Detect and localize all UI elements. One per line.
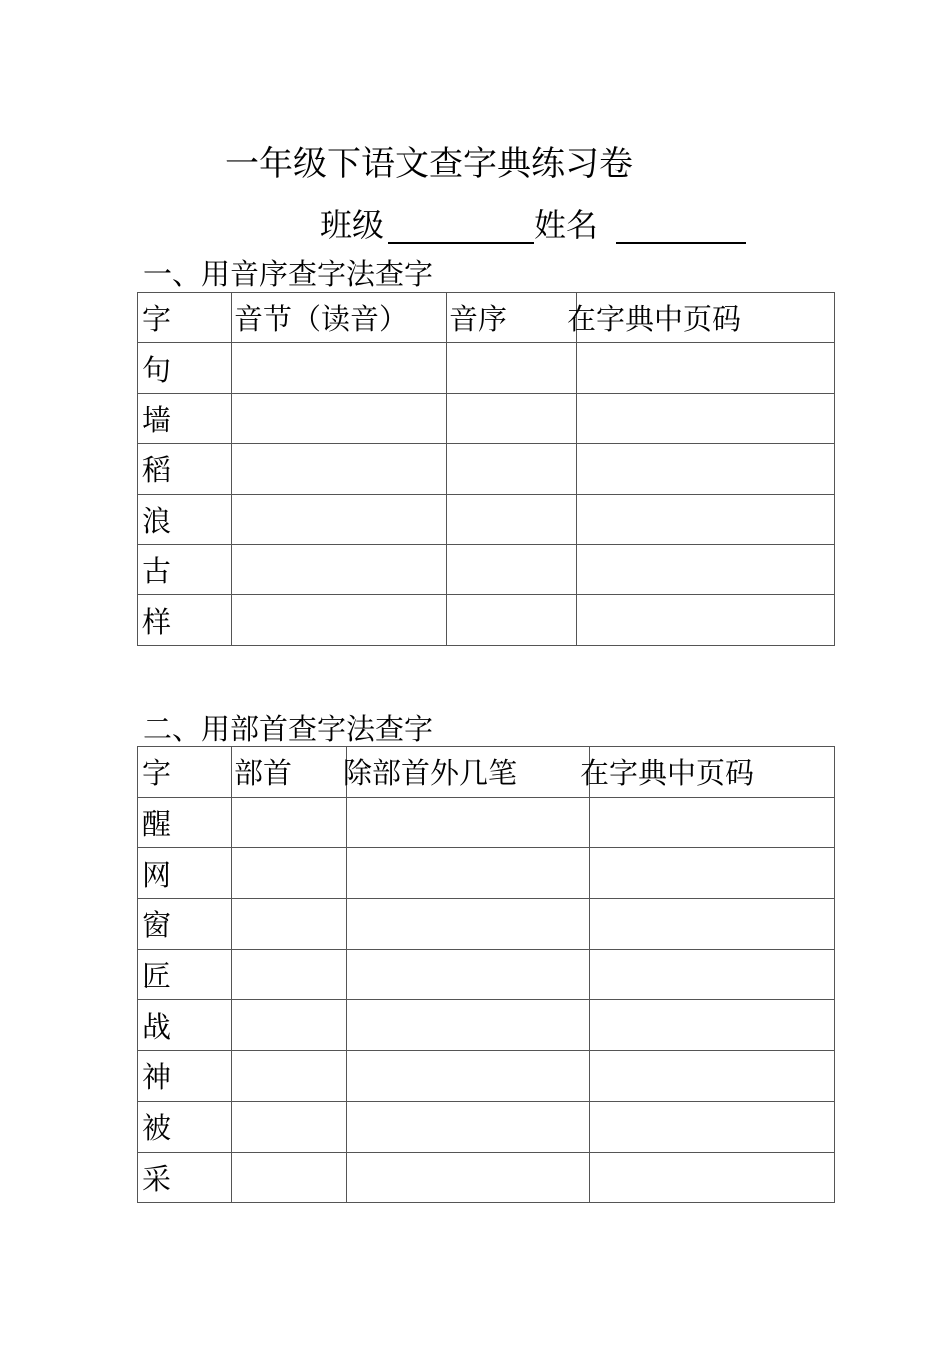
name-blank[interactable]: [616, 212, 746, 244]
table-row: [138, 343, 835, 393]
character-cell: 古: [138, 544, 232, 594]
stroke-count-cell[interactable]: [347, 797, 590, 848]
character-cell: 窗: [138, 899, 232, 950]
table-header-row: [138, 293, 835, 343]
header-cell: 在字典中页码: [577, 293, 835, 343]
table-row: [138, 595, 835, 645]
initial-letter-cell[interactable]: [447, 544, 577, 594]
page-number-cell[interactable]: [577, 444, 835, 494]
section2-heading: 二、用部首查字法查字: [143, 712, 434, 746]
stroke-count-cell[interactable]: [347, 1000, 590, 1051]
character-cell: 采: [138, 1152, 232, 1203]
header-cell: 部首: [232, 747, 347, 798]
table-row: [138, 1051, 835, 1102]
initial-letter-cell[interactable]: [447, 393, 577, 443]
header-cell: 在字典中页码: [590, 747, 835, 798]
header-cell: 除部首外几笔: [347, 747, 590, 798]
header-cell: 音节（读音）: [232, 293, 447, 343]
radical-cell[interactable]: [232, 899, 347, 950]
table-row: [138, 899, 835, 950]
stroke-count-cell[interactable]: [347, 848, 590, 899]
page-number-cell[interactable]: [590, 1152, 835, 1203]
class-blank[interactable]: [388, 212, 534, 244]
page-number-cell[interactable]: [577, 544, 835, 594]
page-number-cell[interactable]: [590, 1000, 835, 1051]
character-cell: 神: [138, 1051, 232, 1102]
character-cell: 醒: [138, 797, 232, 848]
character-cell: 句: [138, 343, 232, 393]
stroke-count-cell[interactable]: [347, 1152, 590, 1203]
section1-heading: 一、用音序查字法查字: [143, 257, 434, 291]
page-number-cell[interactable]: [590, 848, 835, 899]
header-cell: 音序: [447, 293, 577, 343]
header-cell: 字: [138, 293, 232, 343]
page-number-cell[interactable]: [577, 343, 835, 393]
character-cell: 样: [138, 595, 232, 645]
character-cell: 匠: [138, 949, 232, 1000]
header-cell: 字: [138, 747, 232, 798]
table-row: [138, 444, 835, 494]
character-cell: 被: [138, 1101, 232, 1152]
character-cell: 战: [138, 1000, 232, 1051]
stroke-count-cell[interactable]: [347, 899, 590, 950]
stroke-count-cell[interactable]: [347, 1101, 590, 1152]
table-row: [138, 544, 835, 594]
syllable-cell[interactable]: [232, 544, 447, 594]
radical-cell[interactable]: [232, 949, 347, 1000]
table-row: [138, 848, 835, 899]
table-row: [138, 1152, 835, 1203]
page-number-cell[interactable]: [590, 797, 835, 848]
table-row: [138, 797, 835, 848]
radical-cell[interactable]: [232, 1000, 347, 1051]
syllable-cell[interactable]: [232, 444, 447, 494]
table-row: [138, 393, 835, 443]
table-row: [138, 1000, 835, 1051]
radical-cell[interactable]: [232, 1101, 347, 1152]
stroke-count-cell[interactable]: [347, 1051, 590, 1102]
table-row: [138, 1101, 835, 1152]
syllable-cell[interactable]: [232, 494, 447, 544]
radical-cell[interactable]: [232, 1051, 347, 1102]
syllable-cell[interactable]: [232, 393, 447, 443]
character-cell: 浪: [138, 494, 232, 544]
page-number-cell[interactable]: [577, 393, 835, 443]
syllable-cell[interactable]: [232, 343, 447, 393]
worksheet-title: 一年级下语文查字典练习卷: [225, 144, 633, 184]
syllable-cell[interactable]: [232, 595, 447, 645]
name-label: 姓名: [534, 206, 599, 244]
stroke-count-cell[interactable]: [347, 949, 590, 1000]
table-row: [138, 949, 835, 1000]
page-number-cell[interactable]: [590, 1051, 835, 1102]
student-info-line: [320, 200, 746, 246]
page-number-cell[interactable]: [590, 899, 835, 950]
initial-letter-cell[interactable]: [447, 444, 577, 494]
character-cell: 墙: [138, 393, 232, 443]
initial-letter-cell[interactable]: [447, 494, 577, 544]
character-cell: 网: [138, 848, 232, 899]
radical-cell[interactable]: [232, 848, 347, 899]
page-number-cell[interactable]: [577, 595, 835, 645]
radical-lookup-table: [137, 746, 835, 1203]
character-cell: 稻: [138, 444, 232, 494]
table-row: [138, 494, 835, 544]
page-number-cell[interactable]: [590, 1101, 835, 1152]
table-header-row: [138, 747, 835, 798]
pinyin-lookup-table: [137, 292, 835, 646]
initial-letter-cell[interactable]: [447, 343, 577, 393]
radical-cell[interactable]: [232, 1152, 347, 1203]
page-number-cell[interactable]: [577, 494, 835, 544]
radical-cell[interactable]: [232, 797, 347, 848]
class-label: 班级: [320, 206, 385, 244]
page-number-cell[interactable]: [590, 949, 835, 1000]
initial-letter-cell[interactable]: [447, 595, 577, 645]
